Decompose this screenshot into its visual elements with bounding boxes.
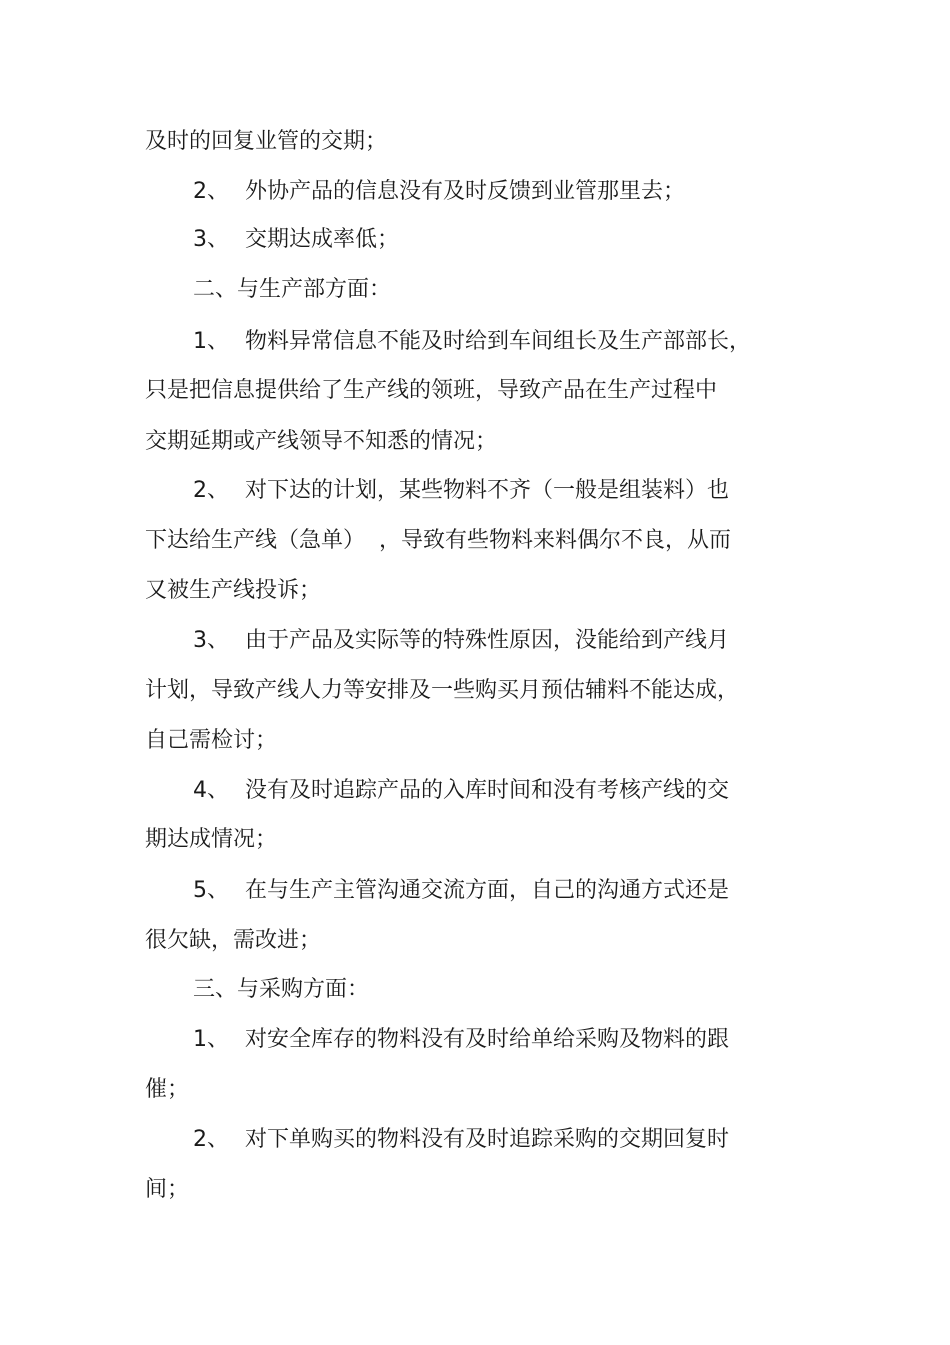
line-text: 对安全库存的物料没有及时给单给采购及物料的跟: [245, 1027, 730, 1052]
line-text: 及时的回复业管的交期；: [145, 129, 388, 154]
list-item: [193, 322, 751, 362]
section-heading-text: 二、与生产部方面：: [193, 277, 392, 302]
item-number: 3、: [193, 227, 229, 252]
item-number: 5、: [193, 878, 229, 903]
item-number: 2、: [193, 478, 229, 503]
list-item: [193, 1120, 729, 1160]
item-number: 3、: [193, 628, 229, 653]
line-text: 间；: [145, 1177, 190, 1202]
line-text: 交期延期或产线领导不知悉的情况；: [145, 429, 498, 454]
item-number: 1、: [193, 329, 229, 354]
list-item: [193, 1020, 729, 1060]
list-item: [193, 172, 685, 212]
text-line: [145, 521, 731, 561]
item-number: 2、: [193, 179, 229, 204]
text-line: [145, 422, 497, 462]
text-line: [145, 671, 739, 711]
line-text: 对下达的计划，某些物料不齐（一般是组装料）也: [245, 478, 730, 503]
text-line: [145, 371, 717, 411]
list-item: [193, 771, 729, 811]
list-item: [193, 220, 399, 260]
text-line: [145, 721, 277, 761]
list-item: [193, 621, 729, 661]
line-text: 自己需检讨；: [145, 728, 278, 753]
line-text: 又被生产线投诉；: [145, 578, 322, 603]
line-text: 很欠缺，需改进；: [145, 928, 322, 953]
text-line: [145, 122, 387, 162]
item-number: 2、: [193, 1127, 229, 1152]
text-line: [145, 571, 321, 611]
text-line: [145, 921, 321, 961]
section-heading: [193, 270, 391, 310]
list-item: [193, 471, 729, 511]
line-text: 期达成情况；: [145, 827, 278, 852]
line-text: 外协产品的信息没有及时反馈到业管那里去；: [245, 179, 686, 204]
line-text: 物料异常信息不能及时给到车间组长及生产部部长，: [245, 329, 752, 354]
line-text: 交期达成率低；: [245, 227, 400, 252]
line-text: 在与生产主管沟通交流方面，自己的沟通方式还是: [245, 878, 730, 903]
line-text: 下达给生产线（急单） ，导致有些物料来料偶尔不良，从而: [145, 528, 731, 553]
line-text: 由于产品及实际等的特殊性原因，没能给到产线月: [245, 628, 730, 653]
item-number: 4、: [193, 778, 229, 803]
line-text: 计划，导致产线人力等安排及一些购买月预估辅料不能达成，: [145, 678, 740, 703]
text-line: [145, 1170, 189, 1210]
line-text: 没有及时追踪产品的入库时间和没有考核产线的交: [245, 778, 730, 803]
item-number: 1、: [193, 1027, 229, 1052]
text-line: [145, 1070, 189, 1110]
section-heading: [193, 970, 369, 1010]
section-heading-text: 三、与采购方面：: [193, 977, 370, 1002]
line-text: 催；: [145, 1077, 190, 1102]
line-text: 只是把信息提供给了生产线的领班，导致产品在生产过程中: [145, 378, 718, 403]
list-item: [193, 871, 729, 911]
text-line: [145, 820, 277, 860]
line-text: 对下单购买的物料没有及时追踪采购的交期回复时: [245, 1127, 730, 1152]
